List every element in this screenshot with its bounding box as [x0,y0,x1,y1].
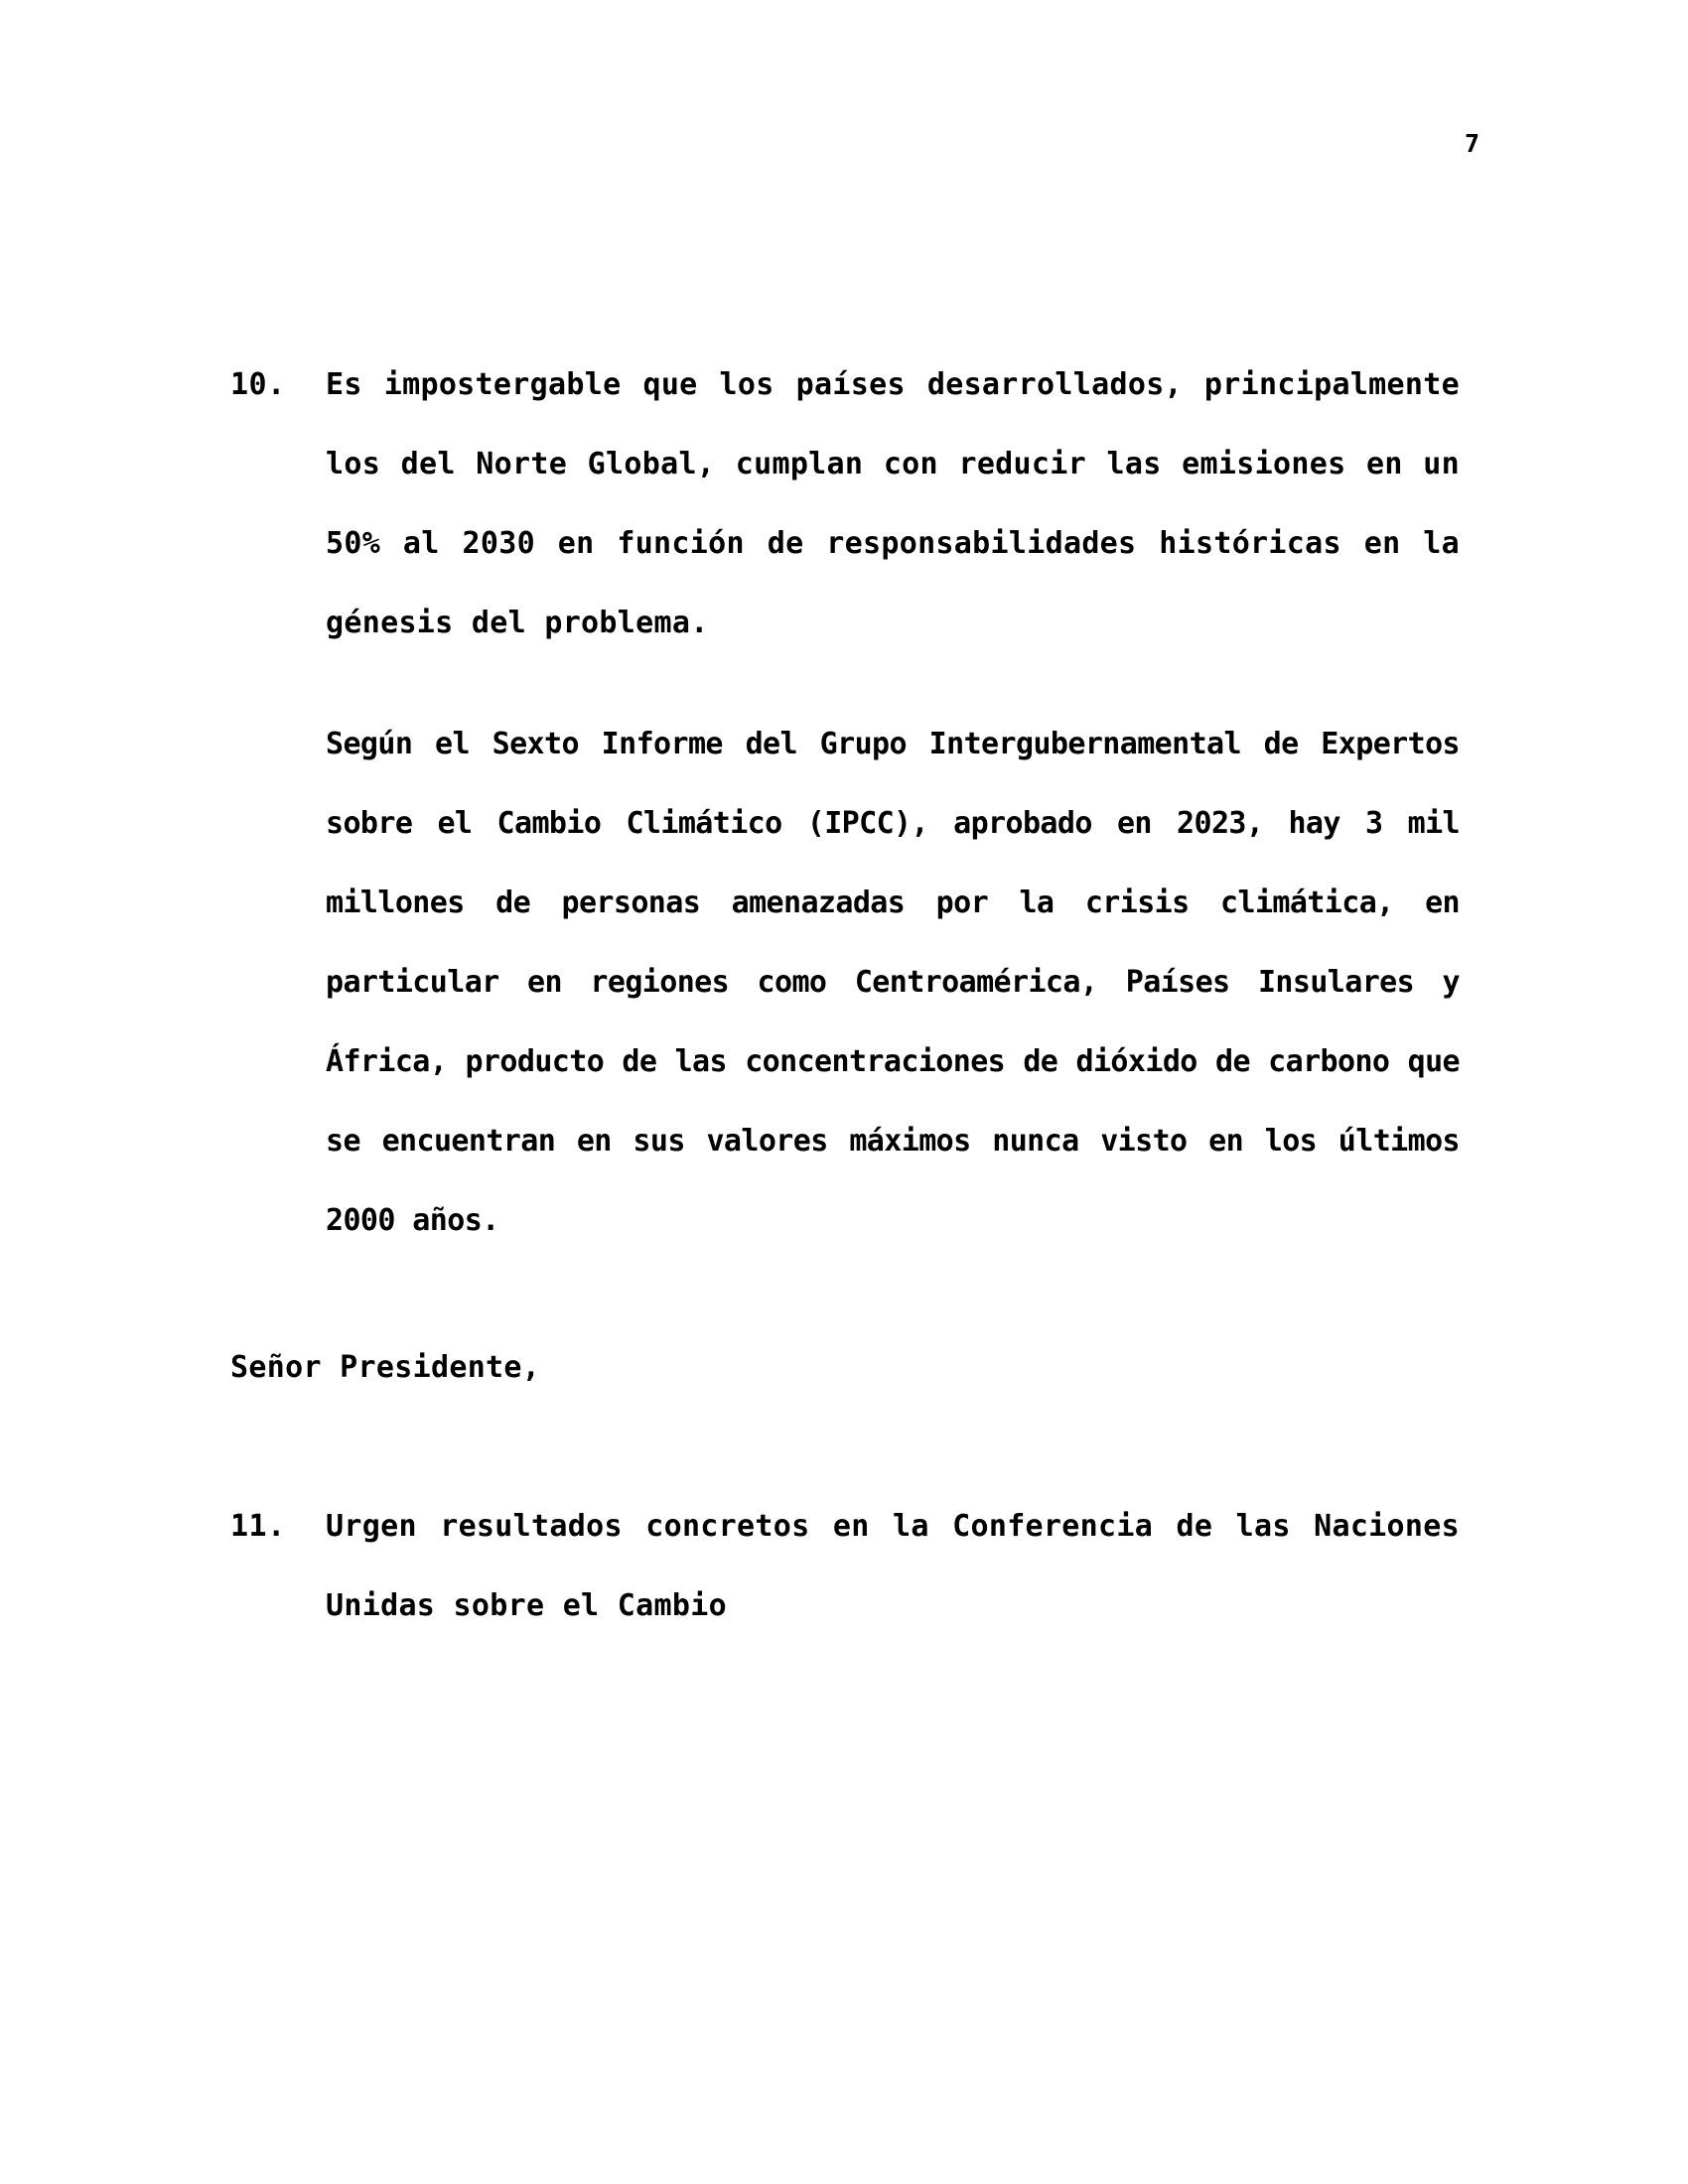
numbered-paragraph-10 [230,345,1460,663]
list-number: 10. [230,367,286,402]
paragraph-ipcc [230,705,1460,1261]
numbered-paragraph-11 [230,1487,1460,1646]
salutation-text: Señor Presidente, [230,1350,541,1385]
page-number: 7 [1464,129,1479,158]
salutation-spacer [230,1408,1460,1487]
paragraph-text: Es impostergable que los países desarrollados, principalmente los del Norte Global, cumplan con reducir las emisiones en un 50% al 2030 en función de responsabilidades históricas en la génesis del problema. [326,367,1460,640]
paragraph-spacer [230,663,1460,705]
paragraph-text: Urgen resultados concretos en la Conferencia de las Naciones Unidas sobre el Cambio [326,1509,1460,1623]
section-spacer [230,1261,1460,1328]
list-number: 11. [230,1509,286,1544]
document-body [230,345,1460,1646]
paragraph-content [326,705,1460,1261]
list-content [326,345,1460,663]
paragraph-text: Según el Sexto Informe del Grupo Intergubernamental de Expertos sobre el Cambio Climático (IPCC), aprobado en 2023, hay 3 mil millones de personas amenazadas por la crisis climática, en particular en regiones como Centroamérica, Países Insulares y África, producto de las concentraciones de dióxido de carbono que se encuentran en sus valores máximos nunca visto en los últimos 2000 años. [326,727,1460,1238]
list-content [326,1487,1460,1646]
